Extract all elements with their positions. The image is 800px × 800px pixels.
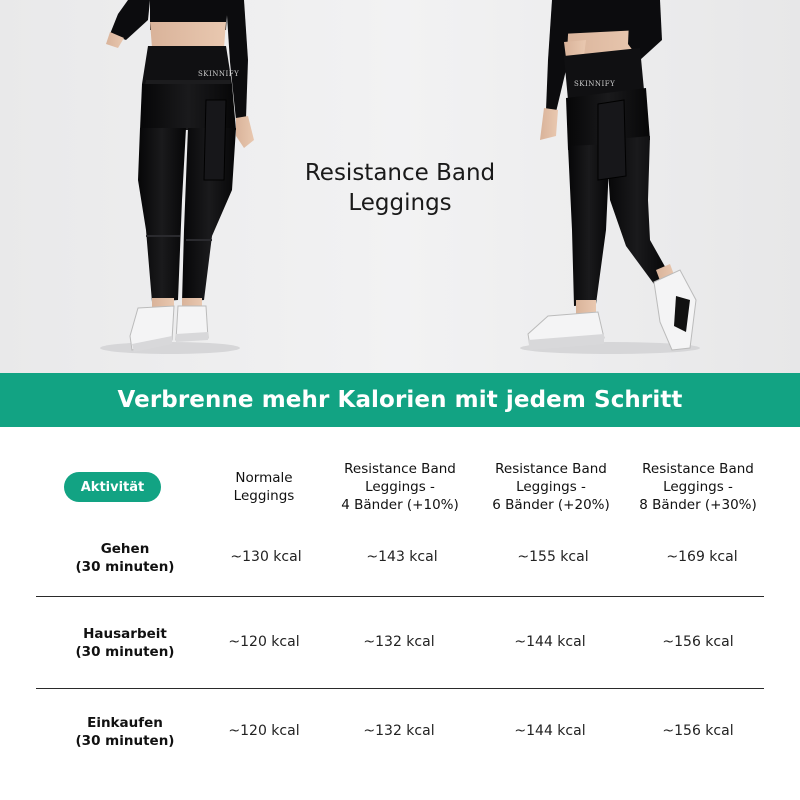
column-header-8-bands <box>618 460 778 514</box>
brand-logo-left: SKINNIFY <box>198 70 240 78</box>
row-label-line: (30 minuten) <box>75 559 175 575</box>
model-side <box>528 0 696 350</box>
table-cell: ~120 kcal <box>228 634 300 650</box>
hero-image <box>0 0 800 373</box>
column-header-normal <box>204 469 324 505</box>
table-cell: ~143 kcal <box>366 549 438 565</box>
hero-title-line1: Resistance Band <box>304 160 496 186</box>
table-cell: ~120 kcal <box>228 723 300 739</box>
column-header-4-bands <box>320 460 480 514</box>
row-divider <box>36 596 764 597</box>
row-label-line: Gehen <box>100 541 150 557</box>
column-header-line: Resistance Band <box>344 461 456 477</box>
row-label-line: Hausarbeit <box>83 626 167 642</box>
row-label-gehen <box>40 540 210 576</box>
banner-text: Verbrenne mehr Kalorien mit jedem Schritt <box>117 387 683 413</box>
column-header-line: Leggings - <box>663 479 733 495</box>
column-header-line: Leggings - <box>365 479 435 495</box>
table-cell: ~156 kcal <box>662 634 734 650</box>
column-header-line: 8 Bänder (+30%) <box>639 497 757 513</box>
column-header-line: Normale <box>235 470 293 486</box>
row-label-line: (30 minuten) <box>75 733 175 749</box>
model-front <box>106 0 254 352</box>
row-label-einkaufen <box>40 714 210 750</box>
table-cell: ~130 kcal <box>230 549 302 565</box>
activity-header-pill: Aktivität <box>64 472 161 502</box>
hero-title-line2: Leggings <box>348 190 452 216</box>
table-cell: ~156 kcal <box>662 723 734 739</box>
calorie-comparison-table <box>0 427 800 800</box>
table-cell: ~132 kcal <box>363 634 435 650</box>
column-header-line: Resistance Band <box>495 461 607 477</box>
brand-logo-right: SKINNIFY <box>574 80 616 88</box>
table-cell: ~144 kcal <box>514 723 586 739</box>
column-header-line: Leggings <box>233 488 295 504</box>
table-cell: ~144 kcal <box>514 634 586 650</box>
column-header-line: 4 Bänder (+10%) <box>341 497 459 513</box>
table-cell: ~132 kcal <box>363 723 435 739</box>
row-label-line: Einkaufen <box>87 715 163 731</box>
column-header-line: Leggings - <box>516 479 586 495</box>
row-label-hausarbeit <box>40 625 210 661</box>
table-cell: ~169 kcal <box>666 549 738 565</box>
column-header-line: 6 Bänder (+20%) <box>492 497 610 513</box>
column-header-6-bands <box>471 460 631 514</box>
table-cell: ~155 kcal <box>517 549 589 565</box>
row-label-line: (30 minuten) <box>75 644 175 660</box>
column-header-line: Resistance Band <box>642 461 754 477</box>
hero-title <box>250 158 550 218</box>
row-divider <box>36 688 764 689</box>
headline-banner <box>0 373 800 427</box>
